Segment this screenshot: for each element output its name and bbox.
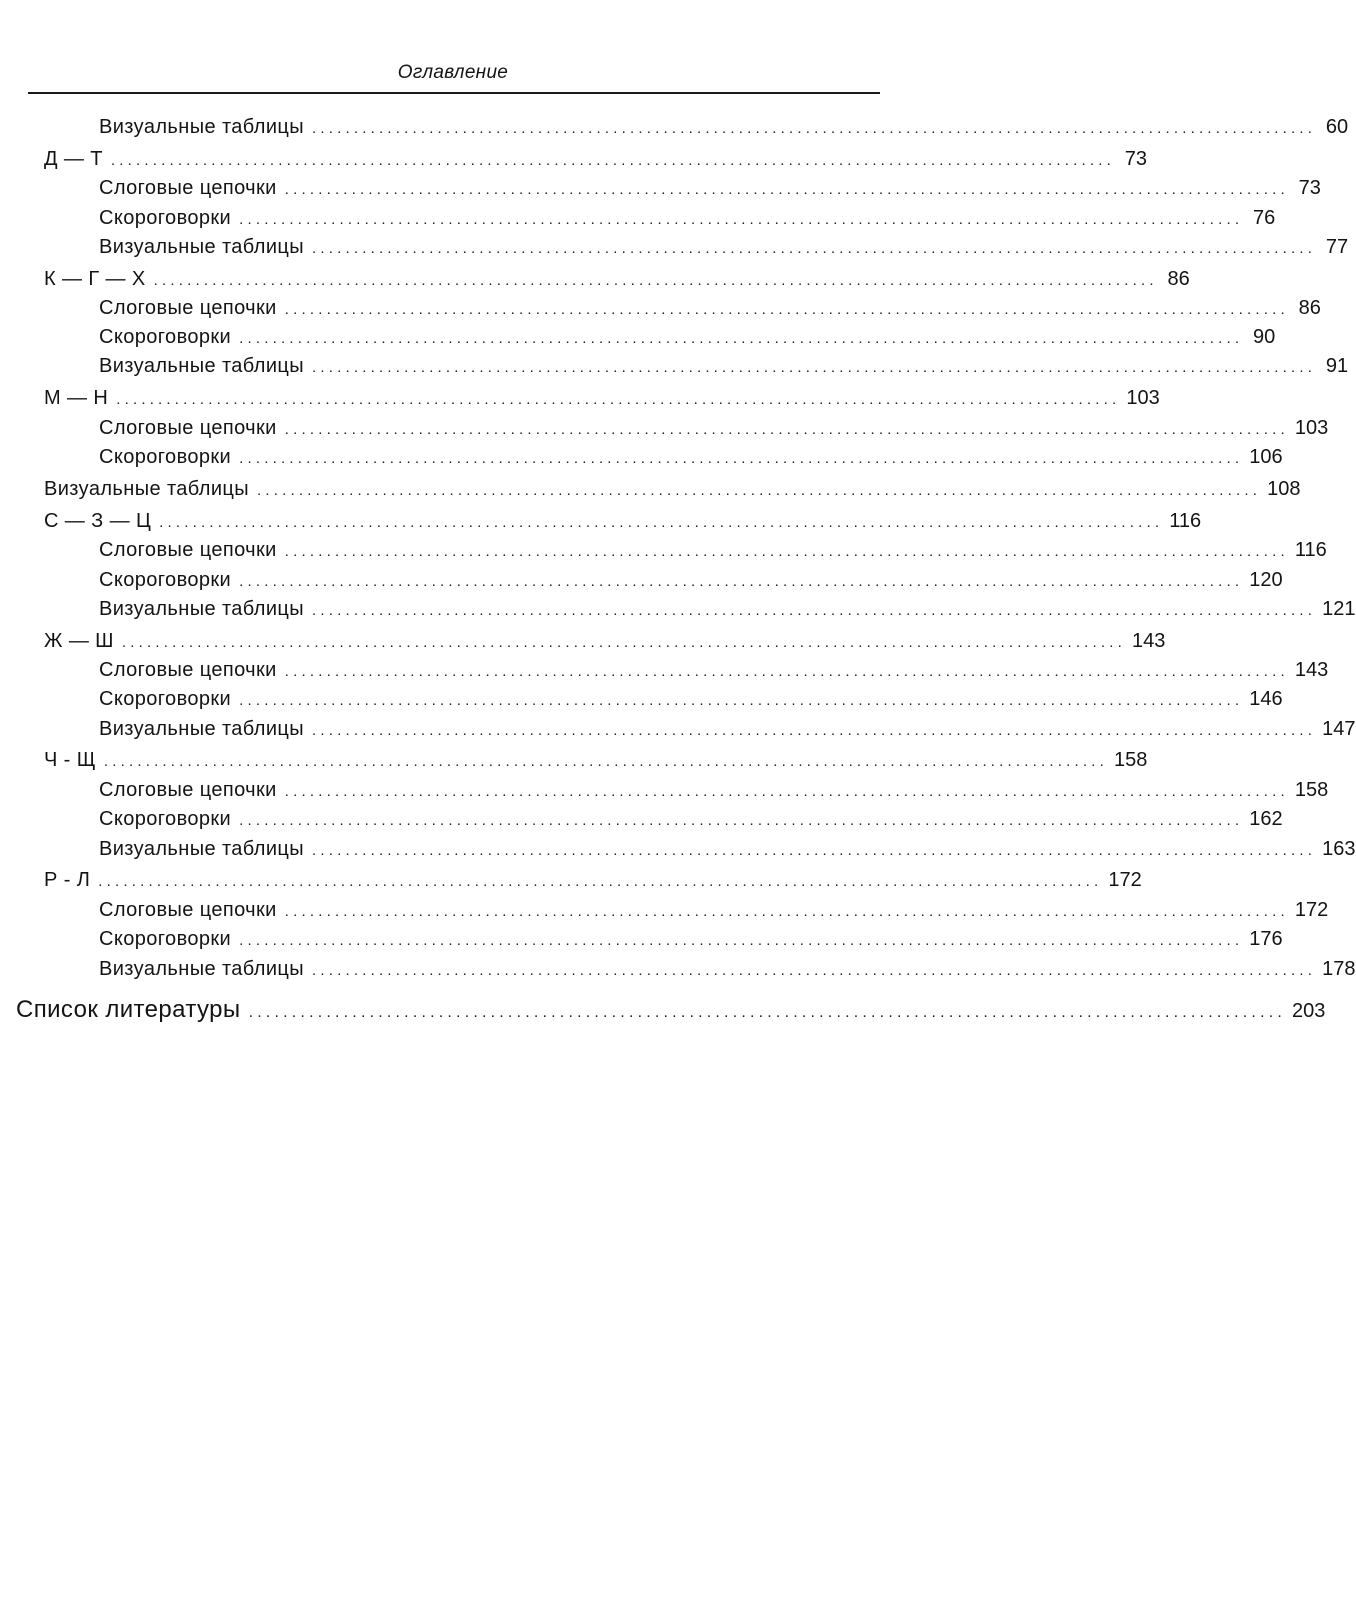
toc-entry-page: 60 <box>1325 116 1349 138</box>
toc-section-label: Визуальные таблицы <box>44 478 250 500</box>
toc-entry[interactable] <box>99 113 1349 141</box>
toc-entry-page: 178 <box>1322 958 1356 980</box>
toc-entry-page: 91 <box>1325 355 1349 377</box>
toc-entry-page: 86 <box>1298 297 1321 319</box>
dot-leader: ........................................................................................................................ <box>239 211 1244 228</box>
toc-section[interactable] <box>44 627 1166 655</box>
toc-entry-label: Скороговорки <box>99 446 232 468</box>
toc-section-label: Ж — Ш <box>44 630 114 652</box>
toc-entry-label: Скороговорки <box>99 207 232 229</box>
toc-entry-label: Слоговые цепочки <box>99 659 277 681</box>
dot-leader: ........................................................................................................................ <box>248 1004 1286 1021</box>
dot-leader: ........................................................................................................................ <box>103 753 1108 770</box>
toc-entry-page: 103 <box>1294 417 1329 439</box>
toc-section[interactable] <box>44 384 1160 412</box>
toc-section[interactable] <box>44 145 1147 173</box>
toc-section-page: 143 <box>1132 630 1166 652</box>
dot-leader: ........................................................................................................................ <box>239 450 1244 467</box>
header-rule <box>28 92 880 94</box>
toc-entry-label: Скороговорки <box>99 688 232 710</box>
toc-entry[interactable] <box>99 566 1283 594</box>
toc-chapter[interactable] <box>16 993 1326 1027</box>
dot-leader: ........................................................................................................................ <box>284 181 1289 198</box>
toc-entry-label: Слоговые цепочки <box>99 417 277 439</box>
toc-entry-label: Визуальные таблицы <box>99 718 305 740</box>
toc-section-label: К — Г — Х <box>44 268 146 290</box>
dot-leader: ........................................................................................................................ <box>312 120 1317 137</box>
dot-leader: ........................................................................................................................ <box>284 903 1289 920</box>
toc-entry-page: 172 <box>1294 899 1329 921</box>
dot-leader: ........................................................................................................................ <box>153 272 1158 289</box>
toc-entry-page: 90 <box>1253 326 1276 348</box>
toc-section-page: 73 <box>1124 148 1147 170</box>
toc-section-label: С — З — Ц <box>44 510 152 532</box>
dot-leader: ........................................................................................................................ <box>312 962 1317 979</box>
toc-entry-page: 77 <box>1325 236 1349 258</box>
toc-entry-label: Визуальные таблицы <box>99 958 305 980</box>
toc-entry-page: 176 <box>1249 928 1283 950</box>
toc-entry-label: Слоговые цепочки <box>99 779 277 801</box>
dot-leader: ........................................................................................................................ <box>284 663 1289 680</box>
toc-entry[interactable] <box>99 323 1276 351</box>
toc-section-label: Р - Л <box>44 869 91 891</box>
toc-section[interactable] <box>44 475 1301 503</box>
toc-entry-label: Скороговорки <box>99 569 232 591</box>
toc-section-page: 116 <box>1169 510 1202 532</box>
toc-entry-page: 121 <box>1322 598 1356 620</box>
dot-leader: ........................................................................................................................ <box>312 359 1317 376</box>
dot-leader: ........................................................................................................................ <box>121 634 1127 651</box>
toc-entry-page: 106 <box>1249 446 1283 468</box>
toc-entry-label: Визуальные таблицы <box>99 236 305 258</box>
dot-leader: ........................................................................................................................ <box>312 602 1317 619</box>
toc-entry[interactable] <box>99 352 1349 380</box>
toc-section-label: М — Н <box>44 387 109 409</box>
toc-entry[interactable] <box>99 896 1329 924</box>
dot-leader: ........................................................................................................................ <box>116 391 1121 408</box>
toc-section-page: 158 <box>1113 749 1148 771</box>
dot-leader: ........................................................................................................................ <box>98 873 1103 890</box>
toc-chapter-page: 203 <box>1292 1000 1326 1022</box>
dot-leader: ........................................................................................................................ <box>312 240 1317 257</box>
toc-entry-label: Скороговорки <box>99 808 232 830</box>
toc-section-label: Ч - Щ <box>44 749 96 771</box>
toc-entry-page: 143 <box>1294 659 1329 681</box>
toc-entry-page: 76 <box>1253 207 1276 229</box>
dot-leader: ........................................................................................................................ <box>257 482 1262 499</box>
toc-entry-label: Визуальные таблицы <box>99 838 305 860</box>
toc-section[interactable] <box>44 866 1142 894</box>
toc-section[interactable] <box>44 746 1148 774</box>
dot-leader: ........................................................................................................................ <box>284 421 1289 438</box>
toc-entry[interactable] <box>99 685 1283 713</box>
toc-entry[interactable] <box>99 174 1321 202</box>
toc-section-page: 86 <box>1167 268 1190 290</box>
toc-entry[interactable] <box>99 595 1356 623</box>
toc-entry[interactable] <box>99 715 1356 743</box>
toc-entry[interactable] <box>99 204 1276 232</box>
dot-leader: ........................................................................................................................ <box>312 842 1317 859</box>
toc-entry[interactable] <box>99 925 1283 953</box>
toc-entry-page: 116 <box>1294 539 1327 561</box>
toc-section-label: Д — Т <box>44 148 103 170</box>
toc-entry-page: 147 <box>1322 718 1356 740</box>
toc-section[interactable] <box>44 265 1190 293</box>
toc-chapter-label: Список литературы <box>16 996 241 1023</box>
page-header-title: Оглавление <box>397 62 509 83</box>
toc-entry[interactable] <box>99 294 1321 322</box>
toc-entry-label: Скороговорки <box>99 326 232 348</box>
dot-leader: ........................................................................................................................ <box>239 932 1244 949</box>
dot-leader: ........................................................................................................................ <box>284 783 1289 800</box>
dot-leader: ........................................................................................................................ <box>284 301 1289 318</box>
dot-leader: ........................................................................................................................ <box>239 330 1244 347</box>
dot-leader: ........................................................................................................................ <box>110 152 1115 169</box>
dot-leader: ........................................................................................................................ <box>284 543 1289 560</box>
toc-entry[interactable] <box>99 776 1329 804</box>
toc-entry-label: Визуальные таблицы <box>99 598 305 620</box>
toc-entry[interactable] <box>99 443 1283 471</box>
toc-entry-page: 120 <box>1249 569 1283 591</box>
toc-entry-page: 158 <box>1294 779 1329 801</box>
toc-entry[interactable] <box>99 536 1327 564</box>
toc-entry-page: 163 <box>1322 838 1356 860</box>
toc-entry-page: 73 <box>1298 177 1321 199</box>
toc-entry[interactable] <box>99 835 1356 863</box>
toc-entry-label: Визуальные таблицы <box>99 355 305 377</box>
dot-leader: ........................................................................................................................ <box>159 514 1164 531</box>
toc-section-page: 172 <box>1108 869 1142 891</box>
toc-section-page: 103 <box>1126 387 1160 409</box>
dot-leader: ........................................................................................................................ <box>239 812 1244 829</box>
toc-entry[interactable] <box>99 233 1349 261</box>
toc-entry-label: Слоговые цепочки <box>99 539 277 561</box>
toc-entry[interactable] <box>99 955 1356 983</box>
toc-entry-label: Визуальные таблицы <box>99 116 305 138</box>
dot-leader: ........................................................................................................................ <box>312 722 1317 739</box>
toc-section[interactable] <box>44 507 1202 535</box>
toc-entry-label: Слоговые цепочки <box>99 297 277 319</box>
toc-entry-label: Скороговорки <box>99 928 232 950</box>
toc-entry-page: 146 <box>1249 688 1283 710</box>
toc-entry-label: Слоговые цепочки <box>99 177 277 199</box>
toc-entry[interactable] <box>99 656 1329 684</box>
toc-entry[interactable] <box>99 414 1329 442</box>
toc-entry[interactable] <box>99 805 1283 833</box>
toc-entry-label: Слоговые цепочки <box>99 899 277 921</box>
toc-entry-page: 162 <box>1249 808 1283 830</box>
dot-leader: ........................................................................................................................ <box>239 692 1244 709</box>
toc-section-page: 108 <box>1267 478 1301 500</box>
dot-leader: ........................................................................................................................ <box>239 573 1244 590</box>
